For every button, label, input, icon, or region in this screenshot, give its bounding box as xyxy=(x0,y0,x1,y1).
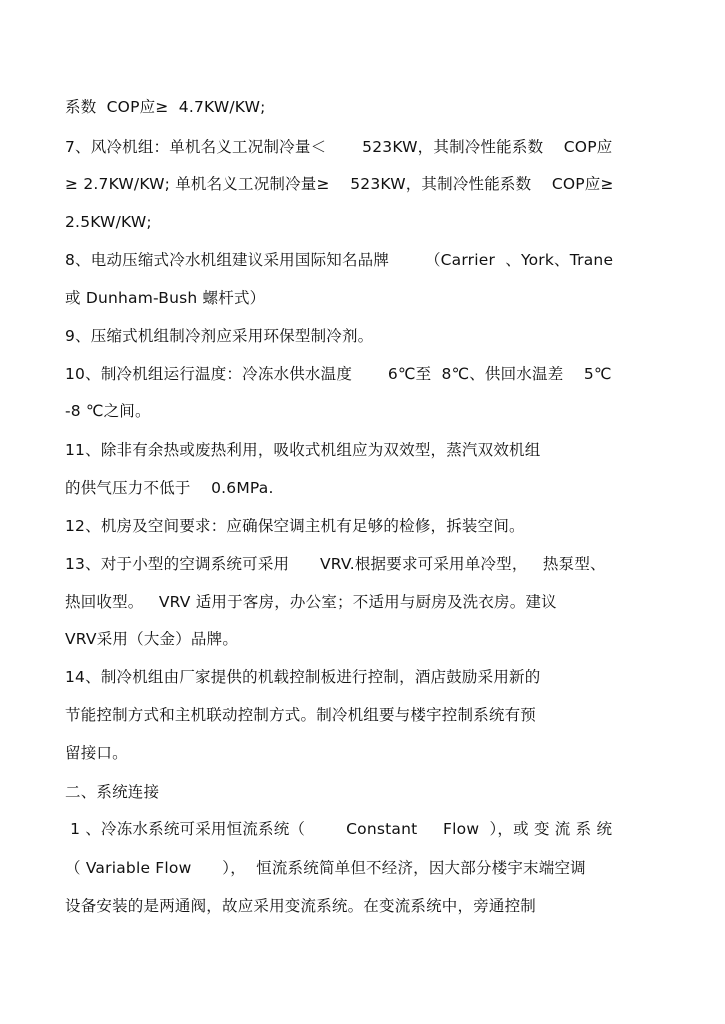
text-line: 11、除非有余热或废热利用，吸收式机组应为双效型，蒸汽双效机组 xyxy=(65,441,541,459)
text-line: （ Variable Flow ）， 恒流系统简单但不经济，因大部分楼宇末端空调 xyxy=(65,859,586,877)
text-line: -8 ℃之间。 xyxy=(65,402,151,420)
text-line: VRV采用（大金）品牌。 xyxy=(65,630,239,648)
section-heading: 二、系统连接 xyxy=(65,783,160,801)
text-line: 2.5KW/KW; xyxy=(65,213,152,231)
text-line: 12、机房及空间要求：应确保空调主机有足够的检修，拆装空间。 xyxy=(65,517,525,535)
text-line: 14、制冷机组由厂家提供的机载控制板进行控制，酒店鼓励采用新的 xyxy=(65,668,541,686)
text-line: 的供气压力不低于 0.6MPa. xyxy=(65,479,274,497)
text-line: 1 、冷冻水系统可采用恒流系统（ Constant Flow ），或 变 流 系 统 xyxy=(65,820,613,838)
text-line: 设备安装的是两通阀，故应采用变流系统。在变流系统中，旁通控制 xyxy=(65,897,537,915)
text-line: 系数 COP应≥ 4.7KW/KW; xyxy=(65,98,266,116)
text-line: 节能控制方式和主机联动控制方式。制冷机组要与楼宇控制系统有预 xyxy=(65,706,537,724)
text-line: 热回收型。 VRV 适用于客房，办公室；不适用与厨房及洗衣房。建议 xyxy=(65,593,557,611)
text-line: 9、压缩式机组制冷剂应采用环保型制冷剂。 xyxy=(65,327,374,345)
text-line: 或 Dunham-Bush 螺杆式） xyxy=(65,289,266,307)
text-line: 留接口。 xyxy=(65,744,128,762)
text-line: ≥ 2.7KW/KW; 单机名义工况制冷量≥ 523KW，其制冷性能系数 COP应≥ xyxy=(65,175,614,193)
text-line: 8、电动压缩式冷水机组建议采用国际知名品牌 （Carrier 、York、Trane xyxy=(65,251,614,269)
text-line: 7、风冷机组：单机名义工况制冷量＜ 523KW，其制冷性能系数 COP应 xyxy=(65,138,613,156)
text-line: 13、对于小型的空调系统可采用 VRV.根据要求可采用单冷型， 热泵型、 xyxy=(65,555,606,573)
text-line: 10、制冷机组运行温度：冷冻水供水温度 6℃至 8℃、供回水温差 5℃ xyxy=(65,365,612,383)
